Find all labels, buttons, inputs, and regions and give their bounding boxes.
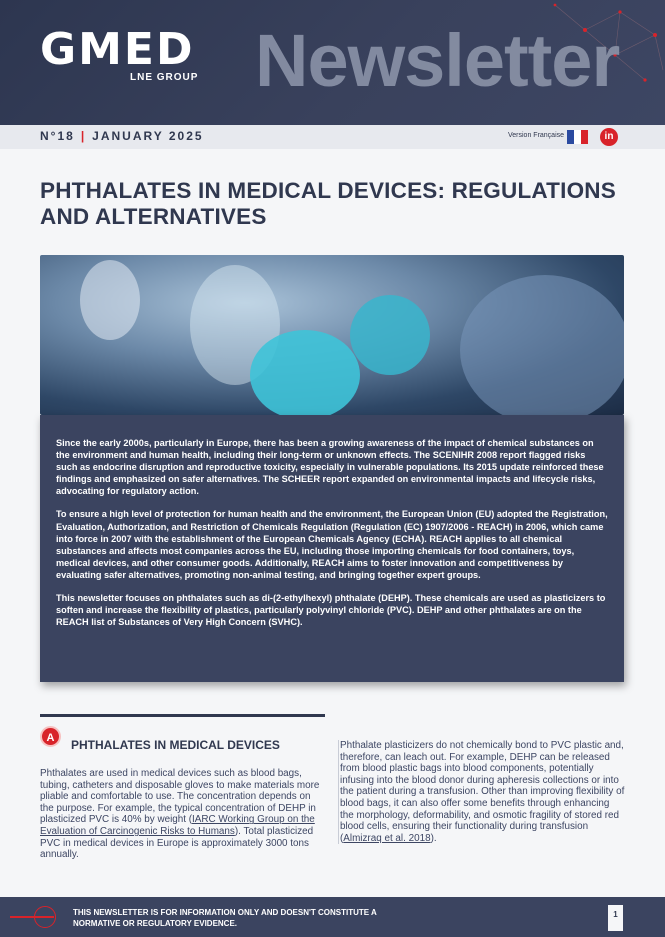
issue-band bbox=[0, 125, 665, 149]
background-figure-shape bbox=[460, 275, 624, 415]
french-flag-icon[interactable] bbox=[567, 130, 588, 144]
page-title: PHTHALATES IN MEDICAL DEVICES: REGULATIONS AND ALTERNATIVES bbox=[40, 178, 616, 229]
hero-image bbox=[40, 255, 624, 415]
tube-shape bbox=[80, 260, 140, 340]
issue-date: JANUARY 2025 bbox=[92, 129, 204, 143]
newsletter-wordmark: Newsletter bbox=[255, 19, 620, 102]
linkedin-icon[interactable]: in bbox=[600, 128, 618, 146]
section-title: PHTHALATES IN MEDICAL DEVICES bbox=[71, 738, 280, 752]
intro-paragraph: This newsletter focuses on phthalates such as di-(2-ethylhexyl) phthalate (DEHP). These chemicals are used as plasticizers to soften and increase the flexibility of plastics, particularly polyvinyl chloride (PVC). DEHP and other phthalates are on the REACH list of Substances of Very High Concern (SVHC). bbox=[56, 593, 606, 628]
intro-box bbox=[40, 415, 624, 682]
gloved-hand-shape bbox=[250, 330, 360, 415]
intro-paragraph: Since the early 2000s, particularly in Europe, there has been a growing awareness of the impact of chemical substances on the environment and human health, including their long-term or unknown effects. The SCENIHR 2008 report flagged risks such as endocrine disruption and reproductive toxicity, especially in vulnerable populations. Its 2015 update reinforced these findings and emphasized on safer alternatives. The SCHEER report expanded on environmental impacts and lifecycle risks, advocating for regulatory action. bbox=[56, 438, 604, 497]
gmed-logo: GMED bbox=[40, 24, 195, 75]
section-left-column bbox=[40, 768, 325, 861]
page-number: 1 bbox=[608, 905, 623, 931]
iarc-link[interactable]: IARC Working Group on the Evaluation of Carcinogenic Risks to Humans bbox=[40, 814, 315, 837]
footer bbox=[0, 897, 665, 937]
footer-disclaimer: THIS NEWSLETTER IS FOR INFORMATION ONLY AND DOESN'T CONSTITUTE A NORMATIVE OR REGULATORY EVIDENCE. bbox=[73, 908, 377, 928]
intro-paragraph: To ensure a high level of protection for human health and the environment, the European Union (EU) adopted the Registration, Evaluation, Authorization, and Restriction of Chemicals Regulation (Regulation (EC) 1907/2006 - REACH) in 2006, which came into force in 2007 with the establishment of the European Chemicals Agency (ECHA). REACH applies to all chemical substances and affects most companies across the EU, including those importing chemicals for food containers, toys, medical devices, and other consumer goods. Additionally, REACH aims to foster innovation and competitiveness by evaluating safer alternatives, promoting non-animal testing, and bringing together expert groups. bbox=[56, 509, 608, 580]
left-text: Phthalates are used in medical devices such as blood bags, tubing, catheters and disposable gloves to make materials more pliable and comfortable to use. The concentration depends on the purpose. For example, the typical concentration of DEHP in plasticized PVC is 40% by weight ( bbox=[40, 768, 320, 826]
section-divider bbox=[40, 714, 325, 717]
gloved-hand-2-shape bbox=[350, 295, 430, 375]
logo-subtitle: LNE GROUP bbox=[130, 72, 199, 83]
left-text-end: ). Total plasticized PVC in medical devices in Europe is approximately 3000 tons annually. bbox=[40, 825, 314, 861]
version-francaise-link[interactable]: Version Française bbox=[508, 132, 565, 139]
issue-number: N°18 bbox=[40, 129, 75, 143]
right-text: Phthalate plasticizers do not chemically bond to PVC plastic and, therefore, can leach out. For example, DEHP can be released from blood plastic bags into blood components, potentially infusing into the blood donor during apheresis collections or into the patient during a transfusion. Other than improving flexibility of blood bags, it can also offer some benefits through enhancing the morphology, deformability, and osmotic fragility of stored red blood cells, ensuring their functionality during transfusion ( bbox=[340, 740, 625, 844]
issue-info bbox=[40, 129, 204, 143]
section-right-column bbox=[338, 740, 625, 844]
newsletter-header bbox=[0, 0, 665, 125]
arrow-circle-icon bbox=[34, 906, 56, 928]
almizraq-link[interactable]: Almizraq et al. 2018 bbox=[343, 832, 431, 844]
right-text-end: ). bbox=[430, 832, 437, 844]
section-badge: A bbox=[40, 726, 61, 747]
issue-separator: | bbox=[80, 129, 87, 143]
